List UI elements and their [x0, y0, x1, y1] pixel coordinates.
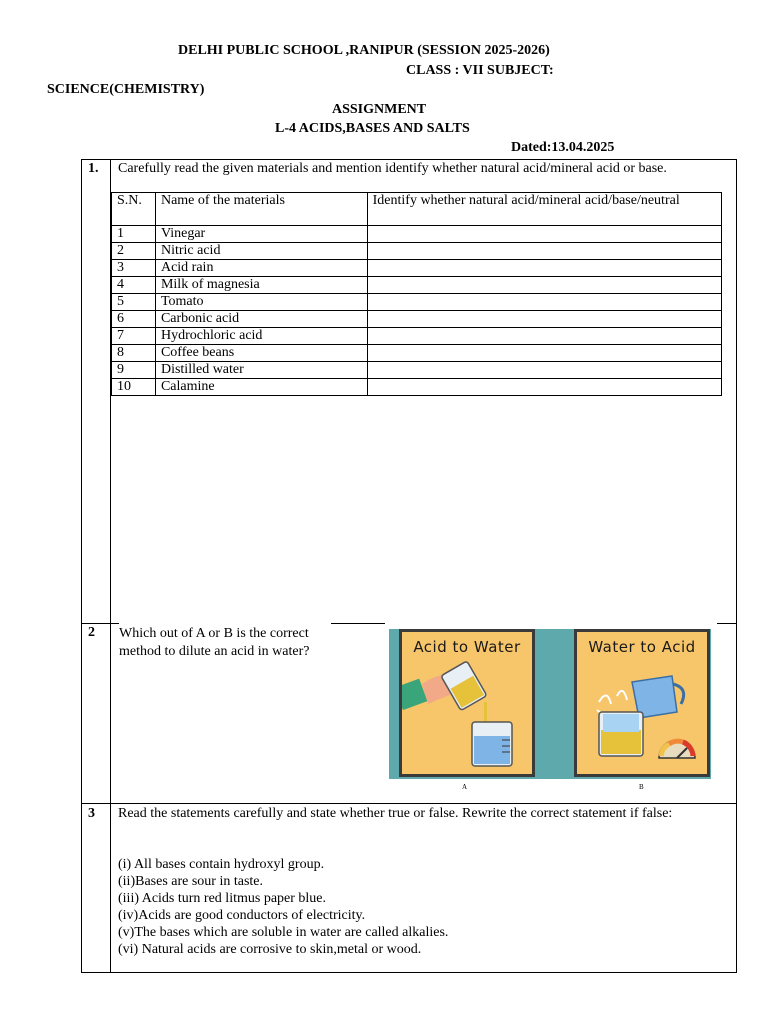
q3-number: 3 [88, 806, 95, 821]
row-material: Acid rain [155, 260, 367, 277]
statement: (iii) Acids turn red litmus paper blue. [118, 891, 327, 906]
row-sn: 3 [112, 260, 156, 277]
row-sn: 8 [112, 345, 156, 362]
q2-text: Which out of A or B is the correct method to dilute an acid in water? [119, 626, 310, 659]
row-answer-cell[interactable] [367, 362, 721, 379]
q3-statements [118, 856, 448, 958]
table-row [112, 379, 722, 396]
row-material: Coffee beans [155, 345, 367, 362]
header-material-name: Name of the materials [155, 193, 367, 226]
row-answer-cell[interactable] [367, 294, 721, 311]
materials-header-row [112, 193, 722, 226]
panel-acid-to-water [399, 629, 535, 777]
row-material: Calamine [155, 379, 367, 396]
table-row [112, 294, 722, 311]
header-sn: S.N. [112, 193, 156, 226]
row-answer-cell[interactable] [367, 328, 721, 345]
lesson-title: L-4 ACIDS,BASES AND SALTS [275, 121, 470, 136]
row-material: Nitric acid [155, 243, 367, 260]
row-answer-cell[interactable] [367, 379, 721, 396]
row-sn: 10 [112, 379, 156, 396]
row-sn: 1 [112, 226, 156, 243]
label-b: B [639, 783, 644, 791]
row-sn: 4 [112, 277, 156, 294]
row-material: Hydrochloric acid [155, 328, 367, 345]
statement: (vi) Natural acids are corrosive to skin,metal or wood. [118, 942, 422, 957]
table-row [112, 311, 722, 328]
table-row [112, 362, 722, 379]
row-material: Milk of magnesia [155, 277, 367, 294]
water-to-acid-icon [577, 632, 707, 774]
row-answer-cell[interactable] [367, 260, 721, 277]
row-material: Tomato [155, 294, 367, 311]
row-material: Vinegar [155, 226, 367, 243]
q1-text: Carefully read the given materials and mention identify whether natural acid/mineral acid or base. [118, 161, 667, 176]
row-material: Distilled water [155, 362, 367, 379]
row-answer-cell[interactable] [367, 311, 721, 328]
row-sn: 6 [112, 311, 156, 328]
row-sn: 2 [112, 243, 156, 260]
table-row [112, 277, 722, 294]
panel-a-title: Acid to Water [413, 638, 521, 656]
class-subject: CLASS : VII SUBJECT: [406, 63, 554, 78]
panel-water-to-acid [574, 629, 710, 777]
table-row [112, 345, 722, 362]
row-answer-cell[interactable] [367, 345, 721, 362]
date-label: Dated:13.04.2025 [511, 140, 615, 155]
row-answer-cell[interactable] [367, 277, 721, 294]
panel-b-title: Water to Acid [588, 638, 696, 656]
statement: (iv)Acids are good conductors of electricity. [118, 908, 366, 923]
row-sn: 5 [112, 294, 156, 311]
table-row [112, 243, 722, 260]
materials-table [111, 192, 722, 396]
row-answer-cell[interactable] [367, 243, 721, 260]
header-identify: Identify whether natural acid/mineral acid/base/neutral [367, 193, 721, 226]
school-title: DELHI PUBLIC SCHOOL ,RANIPUR (SESSION 2025-2026) [178, 43, 550, 58]
statement: (ii)Bases are sour in taste. [118, 874, 264, 889]
statement: (i) All bases contain hydroxyl group. [118, 857, 325, 872]
table-row [112, 260, 722, 277]
q3-text: Read the statements carefully and state whether true or false. Rewrite the correct statement if false: [118, 806, 673, 821]
statement: (v)The bases which are soluble in water are called alkalies. [118, 925, 449, 940]
dilution-illustration [389, 629, 711, 779]
row-material: Carbonic acid [155, 311, 367, 328]
row-answer-cell[interactable] [367, 226, 721, 243]
subject-name: SCIENCE(CHEMISTRY) [47, 82, 205, 97]
acid-to-water-icon [402, 632, 532, 774]
row-sn: 7 [112, 328, 156, 345]
row-sn: 9 [112, 362, 156, 379]
table-row [112, 226, 722, 243]
q2-number: 2 [88, 625, 95, 640]
assignment-title: ASSIGNMENT [332, 102, 427, 117]
q1-number: 1. [88, 161, 99, 176]
label-a: A [462, 783, 468, 791]
table-row [112, 328, 722, 345]
